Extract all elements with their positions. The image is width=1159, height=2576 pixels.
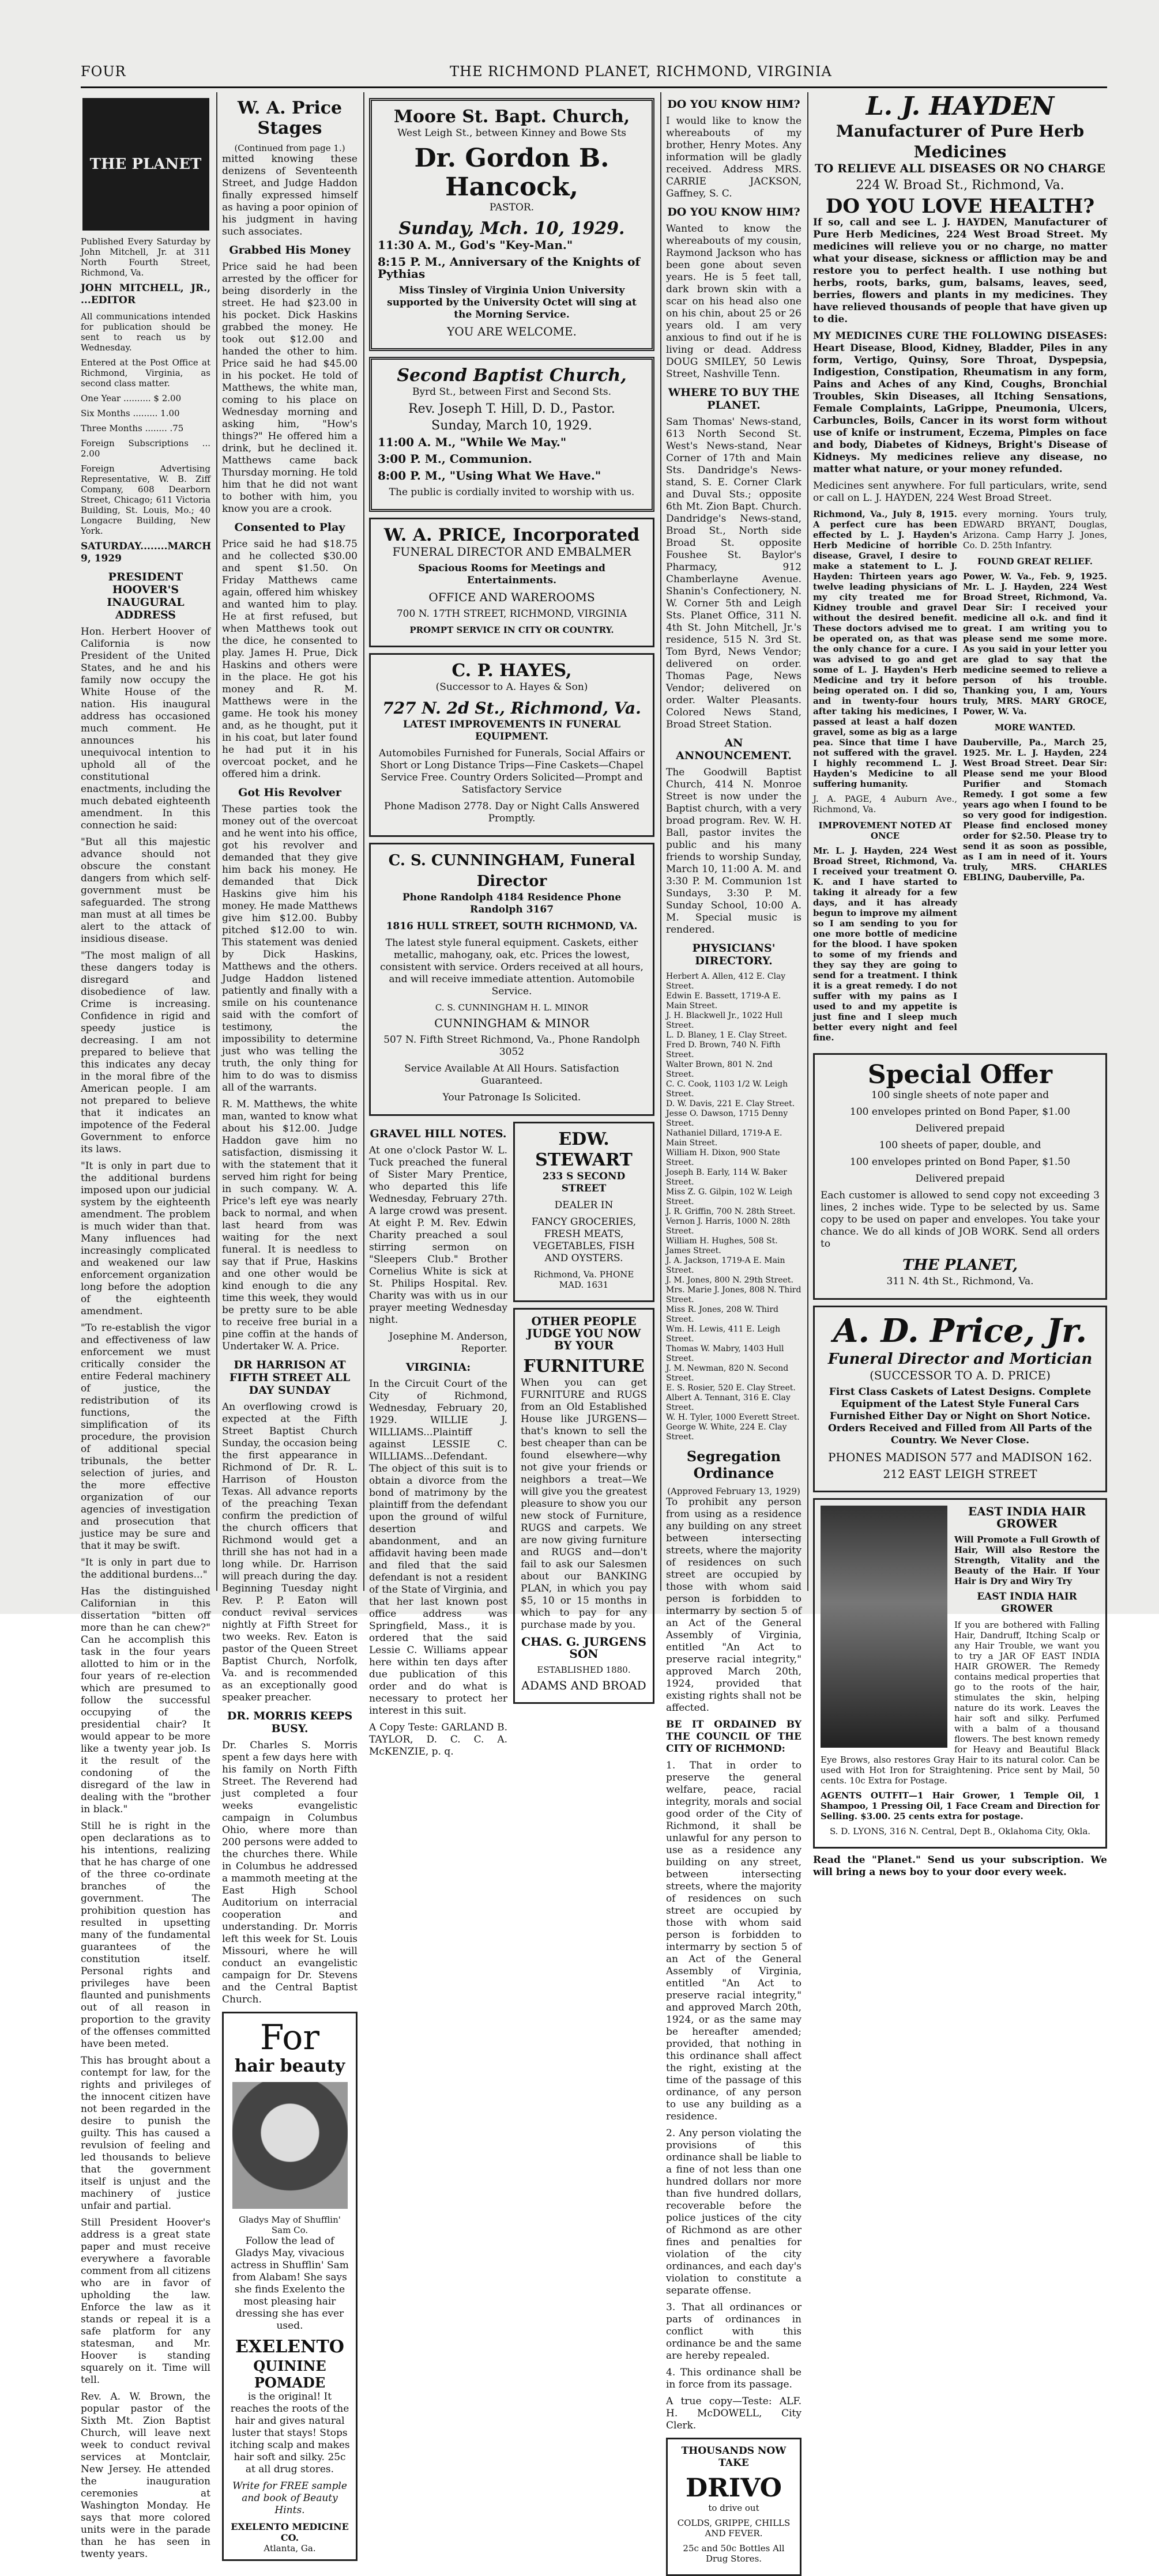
service-item: 3:00 P. M., Communion. — [378, 452, 532, 466]
article-paragraph: 3. That all ordinances or parts of ordinances in conflict with this ordinance be and the same are hereby repealed. — [666, 2302, 801, 2362]
testimonial: Power, W. Va., Feb. 9, 1925. Mr. L. J. Hayden, 224 West Broad Street, Richmond, Va. Dear Sir: I received your medicine all o.k. and find it great. I am writing you to please send me some more. As you said in your letter you are glad to say that the medicine seemed to relieve a person of his trouble. Thanking you, I am, Yours truly, MRS. MARY GROCE, Power, W. Va. — [963, 571, 1107, 716]
hayden-name: L. J. HAYDEN — [866, 92, 1055, 121]
headline-price-stages: W. A. Price Stages — [237, 98, 343, 138]
headline-physicians: PHYSICIANS' DIRECTORY. — [692, 942, 776, 967]
ad-line: Phone Madison 2778. Day or Night Calls Answered Promptly. — [384, 801, 639, 824]
testimonial: Richmond, Va., July 8, 1915. A perfect cure has been effected by L. J. Hayden's Herb Medicine of horrible disease, Gravel, I desire to make a statement to L. J. Hayden: Thirteen years ago twelve leading physicians of my city treated me for Kidney trouble and gravel without the desired benefit. These doctors advised me to be operated on, as that was the only chance for a cure. I was advised to go and get some of L. J. Hayden's Herb Medicine and try it before being operated on. I did so, and in twenty-four hours after taking his medicines, I passed at least a half dozen gravel, some as big as a large pea. Since that time I have not suffered with the gravel. I highly recommend L. J. Hayden's Medicine to all suffering humanity. — [813, 509, 957, 789]
ad-body: When you can get FURNITURE and RUGS from an Old Established House like JURGENS—that's known to sell the best cheaper than can be found elsewhere—why not give your friends or neighbors a treat—We will give you the greatest pleasure to show you our new stock of Furniture, RUGS and carpets. We are now giving furniture and RUGS and—don't fail to ask our Salesmen about our BANKING PLAN, in which you pay $5, 10 or 15 months in which to pay for any purchase made by you. — [521, 1377, 647, 1631]
masthead-editor: JOHN MITCHELL, JR., ...EDITOR — [81, 282, 210, 306]
list-item: Mrs. Marie J. Jones, 808 N. Third Street. — [666, 1285, 801, 1304]
article-paragraph: Rev. A. W. Brown, the popular pastor of the Sixth Mt. Zion Baptist Church, will leave next week to conduct revival services at Montclair, New Jersey. He attended the inauguration ceremonies at Washington Monday. He says that more colored units were in the parade than he has seen in twenty years. — [81, 2391, 210, 2560]
list-item: Walter Brown, 801 N. 2nd Street. — [666, 1060, 773, 1079]
list-item: Edwin E. Bassett, 1719-A E. Main Street. — [666, 991, 781, 1010]
article-paragraph: Still he is right in the open declarations as to his intentions, realizing that he has charge of one of the three co-ordinate branches of the government. The prohibition question has resulted in upsetting many of the fundamental guarantees of the constitution itself. Personal rights and privileges have been flaunted and punishments out of all reason in proportion to the gravity of the offenses committed have been meted. — [81, 1820, 210, 2050]
hayden-mfr: Manufacturer of Pure Herb Medicines — [836, 122, 1085, 161]
list-item: J. H. Blackwell Jr., 1022 Hull Street. — [666, 1011, 783, 1030]
ad-caption: Gladys May of Shufflin' Sam Co. — [239, 2215, 341, 2235]
article-paragraph: If so, call and see L. J. HAYDEN, Manufacturer of Pure Herb Medicines, 224 West Broad Street. My medicines will relieve you or no charge, no matter what your disease, sickness or affliction may be and restore you to perfect health. I use nothing but herbs, roots, barks, gum, balsams, leaves, seed, berries, flowers and plants in my medicines. They have relieved thousands of people that have given up to die. — [813, 217, 1107, 325]
paper-title: THE RICHMOND PLANET, RICHMOND, VIRGINIA — [450, 63, 832, 80]
ad-address: 233 S SECOND STREET — [542, 1171, 626, 1194]
subscribe-note: Read the "Planet." Send us your subscription. We will bring a news boy to your door every week. — [813, 1854, 1107, 1878]
ad-line: DEALER IN — [554, 1200, 614, 1211]
ad-for: For — [259, 2017, 320, 2058]
church-pastor: Rev. Joseph T. Hill, D. D., Pastor. — [408, 402, 615, 416]
welcome-line: YOU ARE WELCOME. — [447, 325, 577, 338]
approved-note: (Approved February 13, 1929) — [667, 1486, 800, 1496]
ad-line: LATEST IMPROVEMENTS IN FUNERAL EQUIPMENT. — [402, 719, 621, 742]
ad-line: EAST INDIA HAIR GROWER — [977, 1591, 1077, 1615]
column-divider — [660, 92, 661, 1591]
ad-line: (Successor to A. Hayes & Son) — [435, 681, 588, 693]
article-paragraph: mitted knowing these denizens of Seventeenth Street, and Judge Haddon finally expressed himself as having a poor opinion of his judgment in having such associates. — [222, 153, 358, 237]
firm-name: C. S. CUNNINGHAM, Funeral Director — [388, 852, 635, 890]
hayden-health: DO YOU LOVE HEALTH? — [825, 195, 1095, 218]
list-item: Nathaniel Dillard, 1719-A E. Main Street. — [666, 1129, 782, 1148]
lower-section — [369, 1122, 654, 1763]
offer-planet: THE PLANET, — [902, 1257, 1018, 1274]
stewart-ad — [513, 1122, 654, 1302]
article-paragraph: An overflowing crowd is expected at the Fifth Street Baptist Church Sunday, the occasion being the first appearance in Richmond of Dr. R. L. Harrison of Houston Texas. All advance reports of the preaching Texan confirm the prediction of the church officers that Richmond would get a thrill she has not had in a long while. Dr. Harrison will preach during the day. Beginning Tuesday night Rev. P. P. Eaton will conduct revival services nightly at Fifth Street for two weeks. Rev. Eaton is pastor of the Queen Street Baptist Church, Norfolk, Va. and is recommended as an exceptionally good speaker preacher. — [222, 1401, 358, 1703]
ad-line: OFFICE AND WAREROOMS — [428, 590, 595, 604]
subhead: MORE WANTED. — [994, 722, 1076, 733]
column-divider — [807, 92, 808, 1591]
dateline: SATURDAY........MARCH 9, 1929 — [81, 541, 212, 564]
ad-line: ESTABLISHED 1880. — [537, 1665, 631, 1675]
service-date: Sunday, March 10, 1929. — [431, 418, 592, 433]
article-paragraph: These parties took the money out of the overcoat and he went into his office, got his revolver and demanded that they give him back his money. He demanded that Dick Haskins give him his money. He made Matthews give him $12.00. Bubby pitched $12.00 to win. This statement was denied by Dick Haskins, Matthews and the others. Judge Haddon listened patiently and finally with a smile on his countenance said with the comfort of testimony, the impossibility to determine just who was telling the truth, the only thing for him to do was to dismiss all of the warrants. — [222, 804, 358, 1093]
headline-segregation: Segregation Ordinance — [686, 1448, 781, 1481]
service-item: 8:00 P. M., "Using What We Have." — [378, 469, 601, 482]
ad-line: FUNERAL DIRECTOR AND EMBALMER — [392, 545, 631, 559]
subhead: Consented to Play — [234, 521, 345, 534]
article-paragraph: "It is only in part due to the additional burdens..." — [81, 1557, 210, 1581]
special-offer-ad — [813, 1053, 1107, 1300]
drivo-ad — [666, 2438, 801, 2576]
list-item: J. M. Newman, 820 N. Second Street. — [666, 1364, 789, 1383]
ad-line: PHONES MADISON 577 and MADISON 162. — [827, 1450, 1093, 1464]
page-label: FOUR — [81, 63, 126, 80]
offer-line: Delivered prepaid — [915, 1123, 1005, 1134]
column-2 — [222, 92, 358, 2554]
masthead-entered: Entered at the Post Office at Richmond, Virginia, as second class matter. — [81, 357, 210, 389]
ad-line: C. S. CUNNINGHAM H. L. MINOR — [435, 1002, 589, 1013]
offer-line: 100 envelopes printed on Bond Paper, $1.50 — [850, 1156, 1070, 1168]
ad-claim: is the original! It reaches the roots of the hair and gives natural luster that stays! Stops itching scalp and makes hair soft and silky. 25c at all drug stores. — [229, 2391, 350, 2475]
hair-grower-portrait — [821, 1506, 947, 1748]
column-divider — [216, 92, 217, 1591]
list-item: D. W. Davis, 221 E. Clay Street. — [666, 1099, 795, 1108]
ad-line: Phone Randolph 4184 Residence Phone Randolph 3167 — [402, 892, 622, 915]
ad-brand: EXELENTO — [235, 2337, 344, 2357]
article-paragraph: The Goodwill Baptist Church, 414 N. Monroe Street is now under the Baptist church, with a very broad program. Rev. W. H. Ball, pastor invites the public and his many friends to worship Sunday, March 10, 11:00 A. M. and 3:30 P. M. Communion 1st Sundays, 3:30 P. M. Sunday School, 10:00 A. M. Special music is rendered. — [666, 767, 801, 936]
ad-line: COLDS, GRIPPE, CHILLS AND FEVER. — [677, 2518, 791, 2539]
masthead-published: Published Every Saturday by John Mitchell, Jr. at 311 North Fourth Street, Richmond, Va. — [81, 236, 210, 278]
article-paragraph: Hon. Herbert Hoover of California is now President of the United States, and he and his family now occupy the White House of the nation. His inaugural address has occasioned much comment. He announces his unequivocal intention to uphold all of the constitutional enactments, including the much debated eighteenth amendment. In this connection he said: — [81, 626, 210, 831]
cunningham-ad — [369, 843, 654, 1116]
service-date: Sunday, Mch. 10, 1929. — [398, 218, 625, 239]
ad-hair-beauty: hair beauty — [234, 2056, 345, 2076]
ad-line: Service Available At All Hours. Satisfaction Guaranteed. — [404, 1063, 619, 1087]
column-5 — [813, 92, 1107, 1878]
signature: A Copy Teste: GARLAND B. TAYLOR, D. C. C. A. McKENZIE, p. q. — [369, 1722, 507, 1757]
headline-ask: DO YOU KNOW HIM? — [667, 206, 800, 218]
article-paragraph: BE IT ORDAINED BY THE COUNCIL OF THE CITY OF RICHMOND: — [666, 1719, 801, 1755]
article-paragraph: 4. This ordinance shall be in force from its passage. — [666, 2367, 801, 2390]
list-item: J. M. Jones, 800 N. 29th Street. — [666, 1276, 793, 1285]
church-pastor-title: PASTOR. — [489, 202, 535, 213]
testimonial: Mr. L. J. Hayden, 224 West Broad Street, Richmond, Va. I received your treatment O. K. and I have started to taking it already for a few days, and it has already begun to improve my ailment so I am sending to you for one more bottle of medicine for the blood. I have spoken to some of my friends and they say they are going to send for a treatment. I think it is a great remedy. I do not suffer with my pains as I used to and my appetite is just fine and I sleep much better every night and feel fine. — [813, 846, 957, 1043]
service-note: Miss Tinsley of Virginia Union University supported by the University Octet will sing at the Morning Service. — [387, 285, 637, 320]
firm-name: CHAS. G. JURGENS SON — [521, 1635, 646, 1661]
article-paragraph: In the Circuit Court of the City of Richmond, Wednesday, February 20, 1929. WILLIE J. WILLIAMS...Plaintiff against LESSIE C. WILLIAMS...Defendant. The object of this suit is to obtain a divorce from the bond of matrimony by the plaintiff from the defendant upon the ground of wilful desertion and abandonment, and an affidavit having been made and filed that the said defendant is not a resident of the State of Virginia, and that her last known post office address was Springfield, Mass., it is ordered that the said Lessie C. Williams appear here within ten days after due publication of this order and do what is necessary to protect her interest in this suit. — [369, 1378, 507, 1717]
exelento-ad — [222, 2012, 358, 2561]
firm-name: A. D. Price, Jr. — [833, 1312, 1087, 1350]
service-item: 11:00 A. M., "While We May." — [378, 435, 567, 449]
masthead-advertising: Foreign Advertising Representative, W. B. Ziff Company, 608 Dearborn Street, Chicago; 611 Victoria Building, St. Louis, Mo.; 40 Longacre Building, New York. — [81, 463, 210, 536]
article-paragraph: "But all this majestic advance should not obscure the constant dangers from which self-government must be safeguarded. The strong man must at all times be alert to the attack of insidious disease. — [81, 836, 210, 945]
ad-product: QUININE POMADE — [253, 2358, 326, 2391]
article-paragraph: Dr. Charles S. Morris spent a few days here with his family on North Fifth Street. The Reverend had just completed a four weeks evangelistic campaign in Columbus Ohio, where more than 200 persons were added to the churches there. While in Columbus he addressed a mammoth meeting at the East High School Auditorium on interracial cooperation and understanding. Dr. Morris left this week for St. Louis Missouri, where he will conduct an evangelistic campaign for Dr. Stevens and the Central Baptist Church. — [222, 1740, 358, 2005]
column-divider — [363, 92, 364, 1591]
offer-line: 100 sheets of paper, double, and — [879, 1140, 1041, 1151]
planet-logo: THE PLANET — [82, 98, 209, 231]
article-paragraph: "To re-establish the vigor and effectiveness of law enforcement we must critically consider the entire Federal machinery of justice, the redistribution of its functions, the simplification of its procedure, the provision of additional special tribunals, the better selection of juries, and the more effective organization of our agencies of investigation and prosecution that justice may be sure and that it may be swift. — [81, 1322, 210, 1552]
list-item: Miss R. Jones, 208 W. Third Street. — [666, 1305, 779, 1324]
article-paragraph: Medicines sent anywhere. For full particulars, write, send or call on L. J. HAYDEN, 224 West Broad Street. — [813, 480, 1107, 504]
list-item: Fred D. Brown, 740 N. Fifth Street. — [666, 1040, 781, 1059]
article-paragraph: 2. Any person violating the provisions of this ordinance shall be liable to a fine of not less than one hundred dollars nor more than five hundred dollars, recoverable before the police justices of the city of Richmond as are other fines and penalties for violation of the city ordinances, and each day's violation to constitute a separate offense. — [666, 2128, 801, 2296]
ad-title: EAST INDIA HAIR GROWER — [968, 1504, 1086, 1530]
ad-body: First Class Caskets of Latest Designs. Complete Equipment of the Latest Style Funeral Cars Furnished Either Day or Night on Short Notice. Orders Received and Filled from All Parts of the Country. We Never Close. — [827, 1386, 1092, 1446]
ad-line: Your Patronage Is Solicited. — [442, 1092, 581, 1103]
rate-line: Six Months ......... 1.00 — [81, 408, 180, 418]
firm-name: C. P. HAYES, — [451, 661, 572, 681]
second-baptist-ad — [369, 357, 654, 512]
offer-line: 100 single sheets of note paper and — [871, 1089, 1049, 1101]
ad-line: Richmond, Va. PHONE MAD. 1631 — [533, 1269, 634, 1290]
invite-line: The public is cordially invited to worship with us. — [389, 486, 635, 498]
rate-line: Three Months ........ .75 — [81, 423, 184, 433]
hayden-relieve: TO RELIEVE ALL DISEASES OR NO CHARGE — [814, 161, 1106, 175]
ad-line: Spacious Rooms for Meetings and Entertainments. — [418, 563, 605, 586]
article-paragraph: Has the distinguished Californian in this dissertation "bitten off more than he can chew?" Can he accomplish this task in the four years allotted to him or in the four years of re-election which are presumed to follow the successful occupying of the presidential chair? It would appear to be more like a twenty year job. Is it the result of the condoning of the disregard of the law in dealing with the "brother in black." — [81, 1586, 210, 1815]
list-item: J. R. Griffin, 700 N. 28th Street. — [666, 1207, 796, 1216]
list-item: William H. Hughes, 508 St. James Street. — [666, 1236, 778, 1255]
ad-body: If you are bothered with Falling Hair, Dandruff, Itching Scalp or any Hair Trouble, we want you to try a JAR OF EAST INDIA HAIR GROWER. The Remedy contains medical properties that go to the roots of the hair, stimulates the skin, helping nature do its work. Leaves the hair soft and silky. Perfumed with a balm of a thousand flowers. The best known remedy for Heavy and Beautiful Black Eye Brows, also restores Gray Hair to its natural color. Can be used with Hot Iron for Straightening. Price sent by Mail, 50 cents. 10c Extra for Postage. — [821, 1620, 1100, 1786]
page-header — [81, 63, 1107, 86]
list-item: Thomas W. Mabry, 1403 Hull Street. — [666, 1344, 784, 1363]
headline-court: VIRGINIA: — [405, 1361, 471, 1374]
article-paragraph: 1. That in order to preserve the general welfare, peace, racial integrity, morals and social good order of the City of Richmond, it shall be unlawful for any person to use as a residence any building on any street, between intersecting streets, where the majority of residences on such street are occupied by those with whom said person is forbidden to intermarry by section 5 of an Act of the General Assembly of Virginia, entitled "An Act to preserve racial integrity," and approved March 20th, 1924, or as the same may be hereafter amended; provided, that nothing in this ordinance shall affect the right, existing at the time of the passage of this ordinance, of any person to use any building as a residence. — [666, 1760, 801, 2122]
article-paragraph: Sam Thomas' News-stand, 613 North Second St. West's News-stand, Near Corner of 17th and Main Sts. Dandridge's News-stand, S. E. Corner Clark and Duval Sts.; opposite 6th Mt. Zion Bapt. Church. Dandridge's News-stand, Broad St., North side Broad St. opposite Foushee St. Baylor's Pharmacy, 912 Chamberlayne Avenue. Shanin's Confectionery, N. W. Corner 5th and Leigh Sts. Planet Office, 311 N. 4th St. John Mitchell, Jr.'s residence, 515 N. 3rd St. Tom Byrd, News Vendor; delivered on order. Thomas Page, News Vendor; delivered on order. Walter Pleasants. Colored News Stand, Broad Street Station. — [666, 416, 801, 730]
article-paragraph: At one o'clock Pastor W. L. Tuck preached the funeral of Sister Mary Prentice, who departed this life Wednesday, February 27th. A large crowd was present. At eight P. M. Rev. Edwin Charity preached a soul stirring sermon on "Sleepers Club." Brother Cornelius White is sick at St. Philips Hospital. Rev. Charity was with us in our prayer meeting Wednesday night. — [369, 1145, 507, 1326]
ads — [513, 1122, 654, 1763]
headline-announce: AN ANNOUNCEMENT. — [676, 737, 792, 762]
moore-church-ad — [369, 98, 654, 351]
ad-company: EXELENTO MEDICINE CO. — [231, 2521, 349, 2543]
hayes-ad — [369, 653, 654, 837]
signature: J. A. PAGE, 4 Auburn Ave., Richmond, Va. — [813, 794, 957, 814]
headline-harrison: DR HARRISON AT FIFTH STREET ALL DAY SUNDAY — [229, 1359, 351, 1397]
offer-address: 311 N. 4th St., Richmond, Va. — [886, 1276, 1034, 1287]
ad-city: Atlanta, Ga. — [264, 2543, 316, 2554]
ad-address: 212 EAST LEIGH STREET — [883, 1467, 1037, 1481]
drivo-name: DRIVO — [686, 2473, 782, 2503]
rate-line: One Year .......... $ 2.00 — [81, 393, 182, 403]
notices — [369, 1122, 507, 1763]
testimonial: every morning. Yours truly, EDWARD BRYANT, Douglas, Arizona. Camp Harry J. Jones, Co. D. 25th Infantry. — [963, 509, 1107, 550]
ad-line: 25c and 50c Bottles All Drug Stores. — [683, 2543, 785, 2564]
church-pastor: Dr. Gordon B. Hancock, — [414, 144, 609, 202]
headline-where: WHERE TO BUY THE PLANET. — [668, 386, 800, 412]
testimonial: Dauberville, Pa., March 25, 1925. Mr. L. J. Hayden, 224 West Broad Street. Dear Sir: Please send me your Blood Purifier and Stomach Remedy. I got some a few years ago when I found to be so very good for indigestion. Please find enclosed money order for $2.50. Please try to send it as soon as possible, as I am in need of it. Yours truly, MRS. CHARLES EBLING, Dauberville, Pa. — [963, 737, 1107, 882]
article-paragraph: This has brought about a contempt for law, for the rights and privileges of the innocent citizen have not been regarded in the desire to punish the guilty. This has caused a revulsion of feeling and led thousands to believe that the government itself is unjust and the machinery of justice unfair and partial. — [81, 2055, 210, 2212]
subhead: IMPROVEMENT NOTED AT ONCE — [818, 820, 952, 841]
ad-line: AGENTS OUTFIT—1 Hair Grower, 1 Temple Oil, 1 Shampoo, 1 Pressing Oil, 1 Face Cream and Direction for Selling. $3.00. 25 cents extra for postage. — [821, 1790, 1100, 1821]
offer-line: 100 envelopes printed on Bond Paper, $1.00 — [850, 1106, 1070, 1118]
article-paragraph: Still President Hoover's address is a great state paper and must receive everywhere a favorable comment from all citizens who are in favor of upholding the law. Enforce the law as it stands or repeal it is a safe platform for any statesman, and Mr. Hoover is standing squarely on it. Time will tell. — [81, 2217, 210, 2386]
list-item: Miss Z. G. Gilpin, 102 W. Leigh Street. — [666, 1187, 793, 1206]
list-item: Joseph B. Early, 114 W. Baker Street. — [666, 1168, 787, 1187]
list-item: L. D. Blaney, 1 E. Clay Street. — [666, 1031, 788, 1040]
ad-line: Will Promote a Full Growth of Hair, Will also Restore the Strength, Vitality and the Beauty of the Hair. If Your Hair is Dry and Wiry Try — [954, 1534, 1100, 1586]
ad-line: PROMPT SERVICE IN CITY OR COUNTRY. — [409, 625, 614, 635]
testimonial-column — [813, 509, 957, 1047]
hayden-ad — [813, 92, 1107, 217]
ad-price-jr-ad — [813, 1306, 1107, 1492]
list-item: Herbert A. Allen, 412 E. Clay Street. — [666, 972, 786, 991]
firm-name: EDW. STEWART — [535, 1129, 633, 1170]
ad-line: FURNITURE — [523, 1356, 645, 1376]
continued-note: (Continued from page 1.) — [234, 143, 345, 153]
testimonials — [813, 509, 1107, 1047]
headline-ask: DO YOU KNOW HIM? — [667, 98, 800, 111]
article-paragraph: To prohibit any person from using as a residence any building on any street between intersecting streets, where the majority of residences on such street are occupied by those with whom said person is forbidden to intermarry by section 5 of an Act of the General Assembly of Virginia, entitled "An Act to preserve racial integrity," approved March 20th, 1924, provided that existing rights shall not be affected. — [666, 1496, 801, 1714]
ad-line: THOUSANDS NOW TAKE — [681, 2445, 787, 2469]
ad-line: 700 N. 17TH STREET, RICHMOND, VIRGINIA — [396, 608, 627, 620]
signature: Josephine M. Anderson, Reporter. — [389, 1331, 507, 1355]
hayden-address: 224 W. Broad St., Richmond, Va. — [856, 178, 1064, 193]
article-paragraph: MY MEDICINES CURE THE FOLLOWING DISEASES: Heart Disease, Blood, Kidney, Bladder, Piles in any form, Vertigo, Quinsy, Sore Throat, Dyspepsia, Indigestion, Constipation, Rheumatism in any form, Pains and Aches of any Kind, Coughs, Bronchial Troubles, Skin Diseases, all Itching Sensations, Female Complaints, LaGrippe, Pneumonia, Ulcers, Carbuncles, Boils, Cancer in its worst form without use of knife or instrument, Eczema, Pimples on face and body, Diabetes of Kidneys, Bright's Disease of Kidneys. My medicines relieve any disease, no matter what nature, or your money refunded. — [813, 330, 1107, 475]
article-paragraph: R. M. Matthews, the white man, wanted to know what about his $12.00. Judge Haddon gave him no satisfaction, dismissing it with the statement that it served him right for being in such company. W. A. Price's left eye was nearly back to normal, and when last heard from was waiting for the next funeral. It is needless to say that if Prue, Haskins and one other would be kind enough to die any time this week, they would be pretty sure to be able to receive free burial in a pine coffin at the hands of Undertaker W. A. Price. — [222, 1099, 358, 1352]
signature: A true copy—Teste: ALF. H. McDOWELL, City Clerk. — [666, 2396, 801, 2431]
list-item: Vernon J. Harris, 1000 N. 28th Street. — [666, 1217, 791, 1236]
article-paragraph: I would like to know the whereabouts of my brother, Henry Motes. Any information will be gladly received. Address MRS. CARRIE JACKSON, Gaffney, S. C. — [666, 115, 801, 199]
service-item: 11:30 A. M., God's "Key-Man." — [378, 238, 573, 252]
offer-line: Delivered prepaid — [915, 1173, 1005, 1185]
jurgens-ad — [513, 1308, 654, 1704]
headline-morris: DR. MORRIS KEEPS BUSY. — [227, 1710, 353, 1735]
firm-name: W. A. PRICE, Incorporated — [383, 525, 640, 545]
header-rule — [81, 86, 1107, 88]
subhead: Grabbed His Money — [229, 244, 351, 257]
testimonial-column — [963, 509, 1107, 1047]
service-item: 8:15 P. M., Anniversary of the Knights of Pythias — [378, 255, 641, 281]
ad-address: 1816 HULL STREET, SOUTH RICHMOND, VA. — [386, 921, 638, 932]
rate-line: Foreign Subscriptions ... 2.00 — [81, 438, 210, 459]
list-item: W. H. Tyler, 1000 Everett Street. — [666, 1413, 800, 1422]
list-item: Jesse O. Dawson, 1715 Denny Street. — [666, 1109, 788, 1128]
article-paragraph: "It is only in part due to the additional burdens imposed upon our judicial system by the eighteenth amendment. The problem is much wider than that. Many influences had increasingly complicated and weakened our law enforcement organization long before the adoption of the eighteenth amendment. — [81, 1160, 210, 1317]
list-item: William H. Dixon, 900 State Street. — [666, 1148, 780, 1167]
list-item: J. A. Jackson, 1719-A E. Main Street. — [666, 1256, 785, 1275]
firm-name: CUNNINGHAM & MINOR — [434, 1016, 589, 1030]
wa-price-ad — [369, 518, 654, 647]
ad-address: ADAMS AND BROAD — [521, 1679, 646, 1692]
church-name: Moore St. Bapt. Church, — [393, 107, 630, 127]
headline-gravel: GRAVEL HILL NOTES. — [370, 1127, 507, 1140]
list-item: Wm. H. Lewis, 411 E. Leigh Street. — [666, 1325, 781, 1344]
article-paragraph: Price said he had been arrested by the officer for being disorderly in the street. He had $23.00 in his pocket. Dick Haskins grabbed the money. He took out $12.00 and handed the other to him. Price said he had $45.00 in his pocket. He told of Matthews, the white man, coming to his place on Wednesday morning and asking him, "How's things?" He offered him a drink, but he declined it. Matthews came back Thursday morning. He told him that he did not want to bother with him, you know you are a crook. — [222, 261, 358, 515]
list-item: E. S. Rosier, 520 E. Clay Street. — [666, 1383, 796, 1393]
article-paragraph: Price said he had $18.75 and he collected $30.00 and spent $1.50. On Friday Matthews came again, offered him whiskey and wanted him to play. He at first refused, but when Matthews took out the dice, he consented to play. James H. Prue, Dick Haskins and others were in the place. He got his money and R. M. Matthews were in the game. He took his money and, as he thought, put it in his coat, but later found he had put it in his overcoat pocket, and he offered him a drink. — [222, 538, 358, 780]
ad-offer: Write for FREE sample and book of Beauty Hints. — [232, 2480, 347, 2516]
ad-body: The latest style funeral equipment. Caskets, either metallic, mahogany, oak, etc. Prices the lowest, consistent with service. Orders received at all hours, and will receive immediate attention. Automobile Service. — [380, 937, 644, 997]
column-3 — [369, 92, 654, 1757]
ad-line: to drive out — [708, 2503, 759, 2513]
church-name: Second Baptist Church, — [397, 365, 627, 386]
column-4 — [666, 92, 801, 2564]
list-item: George W. White, 224 E. Clay Street. — [666, 1423, 787, 1442]
physicians-list — [666, 972, 801, 1442]
subhead: Got His Revolver — [238, 786, 341, 799]
column-1 — [81, 92, 212, 2560]
ad-body: Follow the lead of Gladys May, vivacious actress in Shufflin' Sam from Alabam! She says she finds Exelento the most pleasing hair dressing she has ever used. — [231, 2235, 349, 2332]
church-location: West Leigh St., between Kinney and Bowe Sts — [397, 127, 627, 139]
ad-address: 727 N. 2d St., Richmond, Va. — [382, 699, 641, 718]
firm-title: Funeral Director and Mortician — [827, 1351, 1093, 1368]
church-location: Byrd St., between First and Second Sts. — [412, 386, 611, 398]
hair-grower-ad — [813, 1498, 1107, 1849]
headline-hoover: PRESIDENT HOOVER'S INAUGURAL ADDRESS — [107, 571, 185, 621]
offer-body: Each customer is allowed to send copy not exceeding 3 lines, 2 inches wide. Type to be selected by us. Same copy to be used on paper and envelopes. You take your chance. We do all kinds of JOB WORK. Send all orders to — [821, 1190, 1100, 1250]
gladys-may-portrait — [232, 2082, 348, 2209]
ad-line: OTHER PEOPLE JUDGE YOU NOW BY YOUR — [526, 1314, 641, 1352]
list-item: Albert A. Tennant, 316 E. Clay Street. — [666, 1393, 791, 1412]
ad-line: FANCY GROCERIES, FRESH MEATS, VEGETABLES, FISH AND OYSTERS. — [531, 1216, 637, 1264]
ad-address: 507 N. Fifth Street Richmond, Va., Phone Randolph 3052 — [383, 1034, 640, 1058]
subhead: FOUND GREAT RELIEF. — [977, 556, 1093, 567]
article-paragraph: "The most malign of all these dangers today is disregard and disobedience of law. Crime is increasing. Confidence in rigid and speedy justice is decreasing. I am not prepared to believe that this indicates any decay in the moral fibre of the American people. I am not prepared to believe that it indicates an impotence of the Federal Government to enforce its laws. — [81, 950, 210, 1155]
ad-line: (SUCCESSOR TO A. D. PRICE) — [870, 1368, 1051, 1382]
ad-line: Automobiles Furnished for Funerals, Social Affairs or Short or Long Distance Trips—Fine Caskets—Chapel Service Free. Country Orders Solicited—Prompt and Satisfactory Service — [379, 748, 645, 795]
ad-address: S. D. LYONS, 316 N. Central, Dept B., Oklahoma City, Okla. — [829, 1826, 1091, 1836]
offer-title: Special Offer — [867, 1060, 1053, 1089]
article-paragraph: Wanted to know the whereabouts of my cousin, Raymond Jackson who has been gone about seven years. He is 5 feet tall, dark brown skin with a scar on his head also one on his chin, about 25 or 26 years old. I am very anxious to find out if he is living or dead. Address DOUG SMILEY, 50 Lewis Street, Nashville Tenn. — [666, 223, 801, 380]
masthead-notice: All communications intended for publication should be sent to reach us by Wednesday. — [81, 311, 210, 353]
list-item: C. C. Cook, 1103 1/2 W. Leigh Street. — [666, 1080, 788, 1099]
